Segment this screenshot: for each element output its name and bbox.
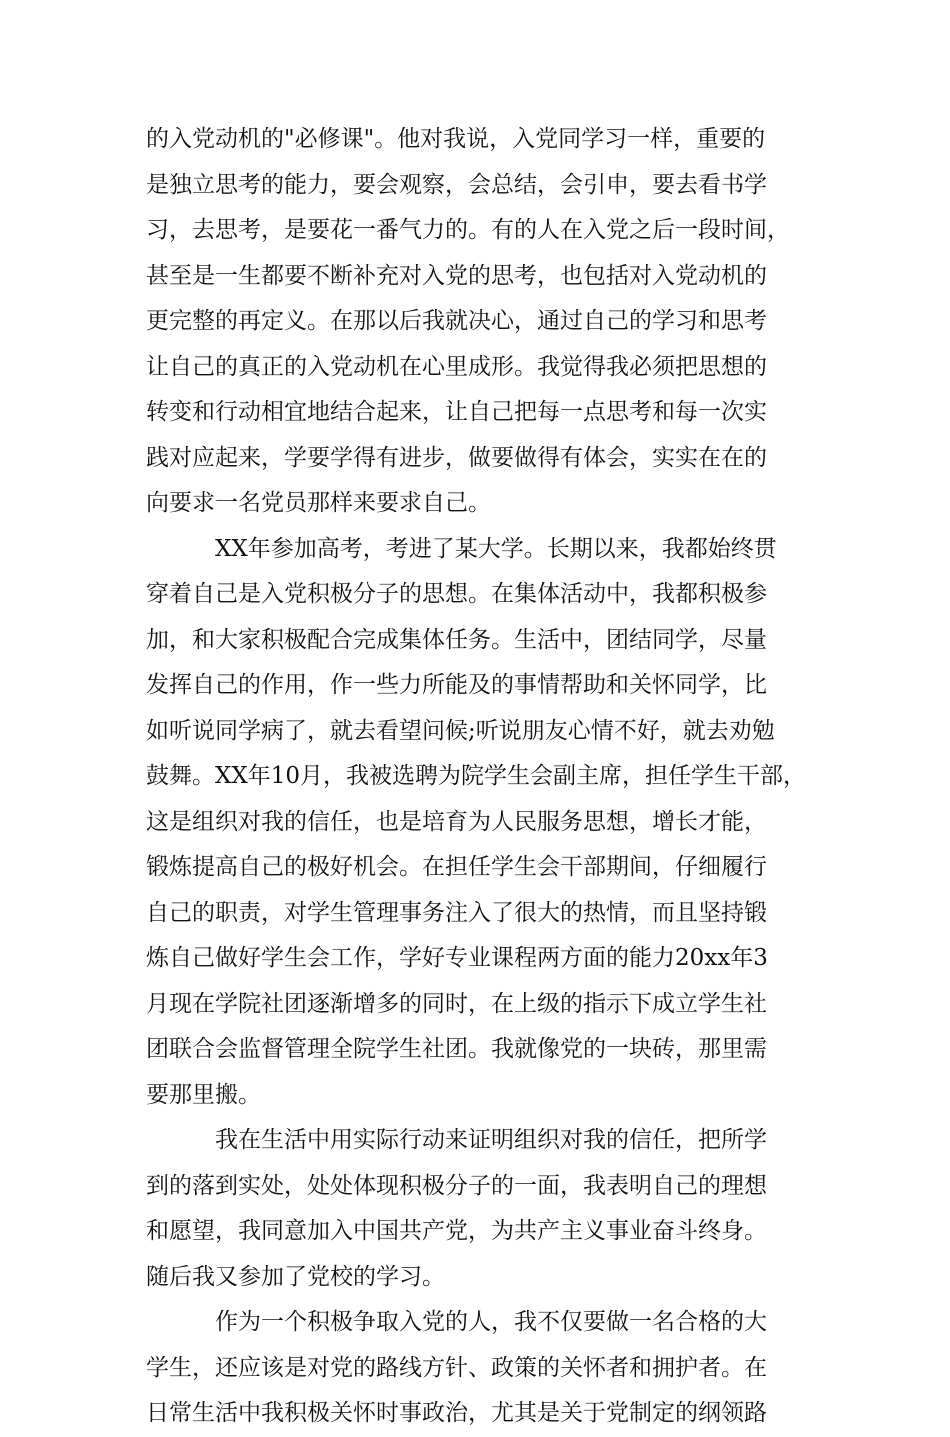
text-line: 锻炼提高自己的极好机会。在担任学生会干部期间，仔细履行 — [146, 854, 767, 880]
text-line: 加，和大家积极配合完成集体任务。生活中，团结同学，尽量 — [146, 626, 767, 653]
text-line: 甚至是一生都要不断补充对入党的思考，也包括对入党动机的 — [146, 262, 767, 289]
text-line: 向要求一名党员那样来要求自己。 — [146, 490, 491, 516]
text-line: 随后我又参加了党校的学习。 — [146, 1263, 445, 1290]
text-line: 这是组织对我的信任，也是培育为人民服务思想，增长才能， — [146, 808, 767, 835]
text-line: 作为一个积极争取入党的人，我不仅要做一名合格的大 — [215, 1309, 767, 1335]
text-line: 的入党动机的"必修课"。他对我说，入党同学习一样，重要的 — [146, 126, 766, 152]
paragraph — [146, 527, 846, 1119]
text-line: 自己的职责，对学生管理事务注入了很大的热情，而且坚持锻 — [146, 899, 767, 926]
text-line: 团联合会监督管理全院学生社团。我就像党的一块砖，那里需 — [146, 1036, 767, 1062]
text-line: 更完整的再定义。在那以后我就决心，通过自己的学习和思考 — [146, 308, 767, 334]
text-line: 学生，还应该是对党的路线方针、政策的关怀者和拥护者。在 — [146, 1354, 767, 1381]
paragraph — [146, 1300, 846, 1437]
text-line: 如听说同学病了，就去看望问候;听说朋友心情不好，就去劝勉 — [146, 717, 775, 744]
text-line: 炼自己做好学生会工作，学好专业课程两方面的能力20xx年3 — [146, 945, 768, 971]
paragraph — [146, 117, 846, 527]
text-line: 到的落到实处，处处体现积极分子的一面，我表明自己的理想 — [146, 1172, 767, 1199]
text-line: 习，去思考，是要花一番气力的。有的人在入党之后一段时间， — [146, 217, 790, 243]
paragraph — [146, 1118, 846, 1300]
text-line: 我在生活中用实际行动来证明组织对我的信任，把所学 — [215, 1127, 767, 1153]
text-line: 日常生活中我积极关怀时事政治，尤其是关于党制定的纲领路 — [146, 1400, 767, 1426]
text-line: XX年参加高考，考进了某大学。长期以来，我都始终贯 — [215, 535, 777, 562]
text-line: 和愿望，我同意加入中国共产党，为共产主义事业奋斗终身。 — [146, 1218, 767, 1244]
body-text — [146, 117, 846, 1437]
text-line: 穿着自己是入党积极分子的思想。在集体活动中，我都积极参 — [146, 581, 767, 607]
text-line: 转变和行动相宜地结合起来，让自己把每一点思考和每一次实 — [146, 399, 767, 425]
text-line: 践对应起来，学要学得有进步，做要做得有体会，实实在在的 — [146, 444, 767, 471]
text-line: 月现在学院社团逐渐增多的同时，在上级的指示下成立学生社 — [146, 990, 767, 1017]
text-line: 是独立思考的能力，要会观察，会总结，会引申，要去看书学 — [146, 171, 767, 198]
text-line: 鼓舞。XX年10月，我被选聘为院学生会副主席，担任学生干部， — [146, 763, 807, 789]
text-line: 发挥自己的作用，作一些力所能及的事情帮助和关怀同学，比 — [146, 672, 767, 698]
text-line: 让自己的真正的入党动机在心里成形。我觉得我必须把思想的 — [146, 353, 767, 380]
text-line: 要那里搬。 — [146, 1081, 261, 1108]
